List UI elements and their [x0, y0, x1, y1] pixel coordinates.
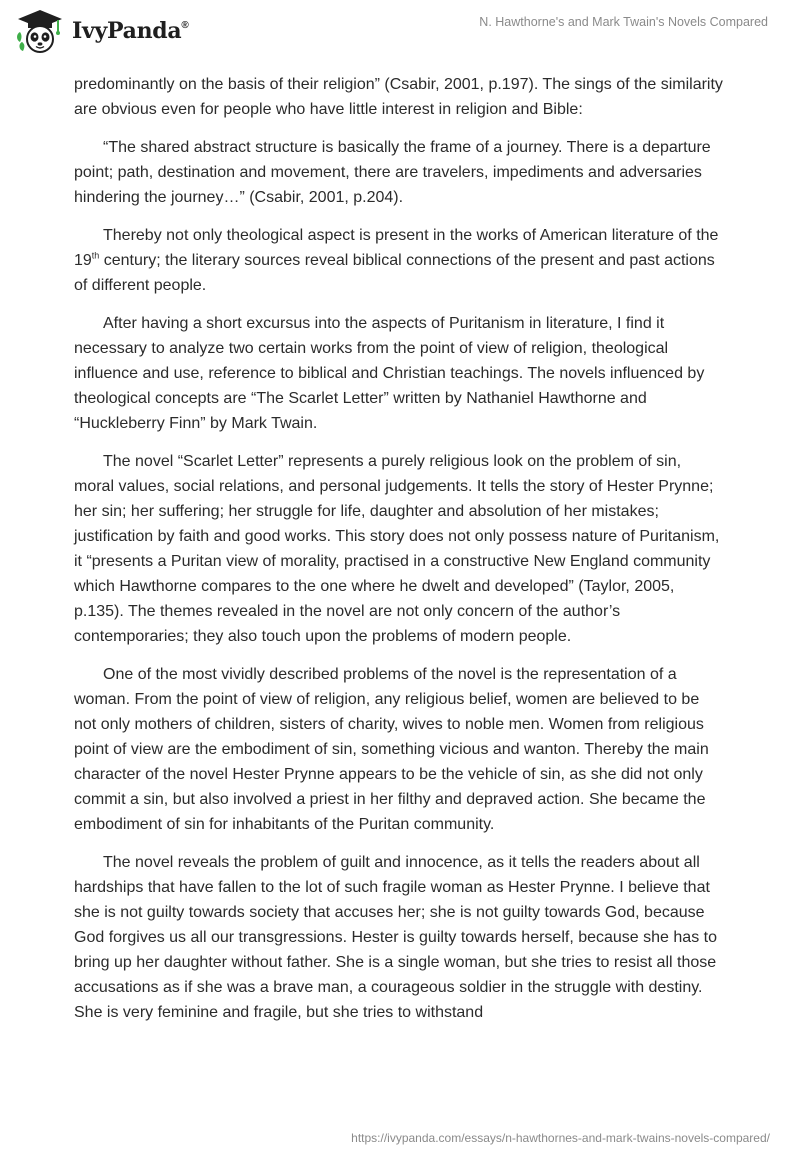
paragraph: predominantly on the basis of their religion” (Csabir, 2001, p.197). The sings of the similarity are obvious even for people who have little interest in religion and Bible:	[74, 76, 723, 118]
source-url[interactable]: https://ivypanda.com/essays/n-hawthornes-and-mark-twains-novels-compared/	[351, 1131, 770, 1145]
brand-name: IvyPanda®	[72, 18, 189, 44]
panda-graduation-cap-icon	[14, 8, 66, 54]
page-header	[0, 0, 800, 70]
paragraph: The novel “Scarlet Letter” represents a purely religious look on the problem of sin, moral values, social relations, and personal judgements. It tells the story of Hester Prynne; her sin; her suffering; her struggle for life, daughter and absolution of her mistakes; justification by faith and good works. This story does not only possess nature of Puritanism, it “presents a Puritan view of morality, practised in a constructive New England community which Hawthorne compares to the one where he dwelt and developed” (Taylor, 2005, p.135). The themes revealed in the novel are not only concern of the author’s contemporaries; they also touch upon the problems of modern people.	[74, 453, 720, 645]
essay-body	[74, 72, 724, 1038]
block-quote: “The shared abstract structure is basically the frame of a journey. There is a departure point; path, destination and movement, there are travelers, impediments and adversaries hindering the journey…” (Csabir, 2001, p.204).	[74, 139, 711, 206]
paragraph: Thereby not only theological aspect is present in the works of American literature of the 19th century; the literary sources reveal biblical connections of the present and past actions of different people.	[74, 227, 719, 294]
paragraph: The novel reveals the problem of guilt and innocence, as it tells the readers about all hardships that have fallen to the lot of such fragile woman as Hester Prynne. I believe that she is not guilty towards society that accuses her; she is not guilty towards God, because God forgives us all our transgressions. Hester is guilty towards herself, because she has to bring up her daughter without father. She is a single woman, but she tries to resist all those accusations as if she was a brave man, a courageous soldier in the struggle with destiny. She is very feminine and fragile, but she tries to withstand	[74, 854, 717, 1021]
paragraph: One of the most vividly described problems of the novel is the representation of a woman. From the point of view of religion, any religious belief, women are believed to be not only mothers of children, sisters of charity, wives to noble men. Women from religious point of view are the embodiment of sin, something vicious and wanton. Thereby the main character of the novel Hester Prynne appears to be the vehicle of sin, as she did not only commit a sin, but also involved a priest in her filthy and depraved action. She became the embodiment of sin for inhabitants of the Puritan community.	[74, 666, 709, 833]
document-title: N. Hawthorne's and Mark Twain's Novels Compared	[479, 15, 768, 29]
ivypanda-logo[interactable]	[14, 8, 188, 54]
paragraph: After having a short excursus into the aspects of Puritanism in literature, I find it necessary to analyze two certain works from the point of view of religion, theological influence and use, reference to biblical and Christian teachings. The novels influenced by theological concepts are “The Scarlet Letter” written by Nathaniel Hawthorne and “Huckleberry Finn” by Mark Twain.	[74, 315, 705, 432]
